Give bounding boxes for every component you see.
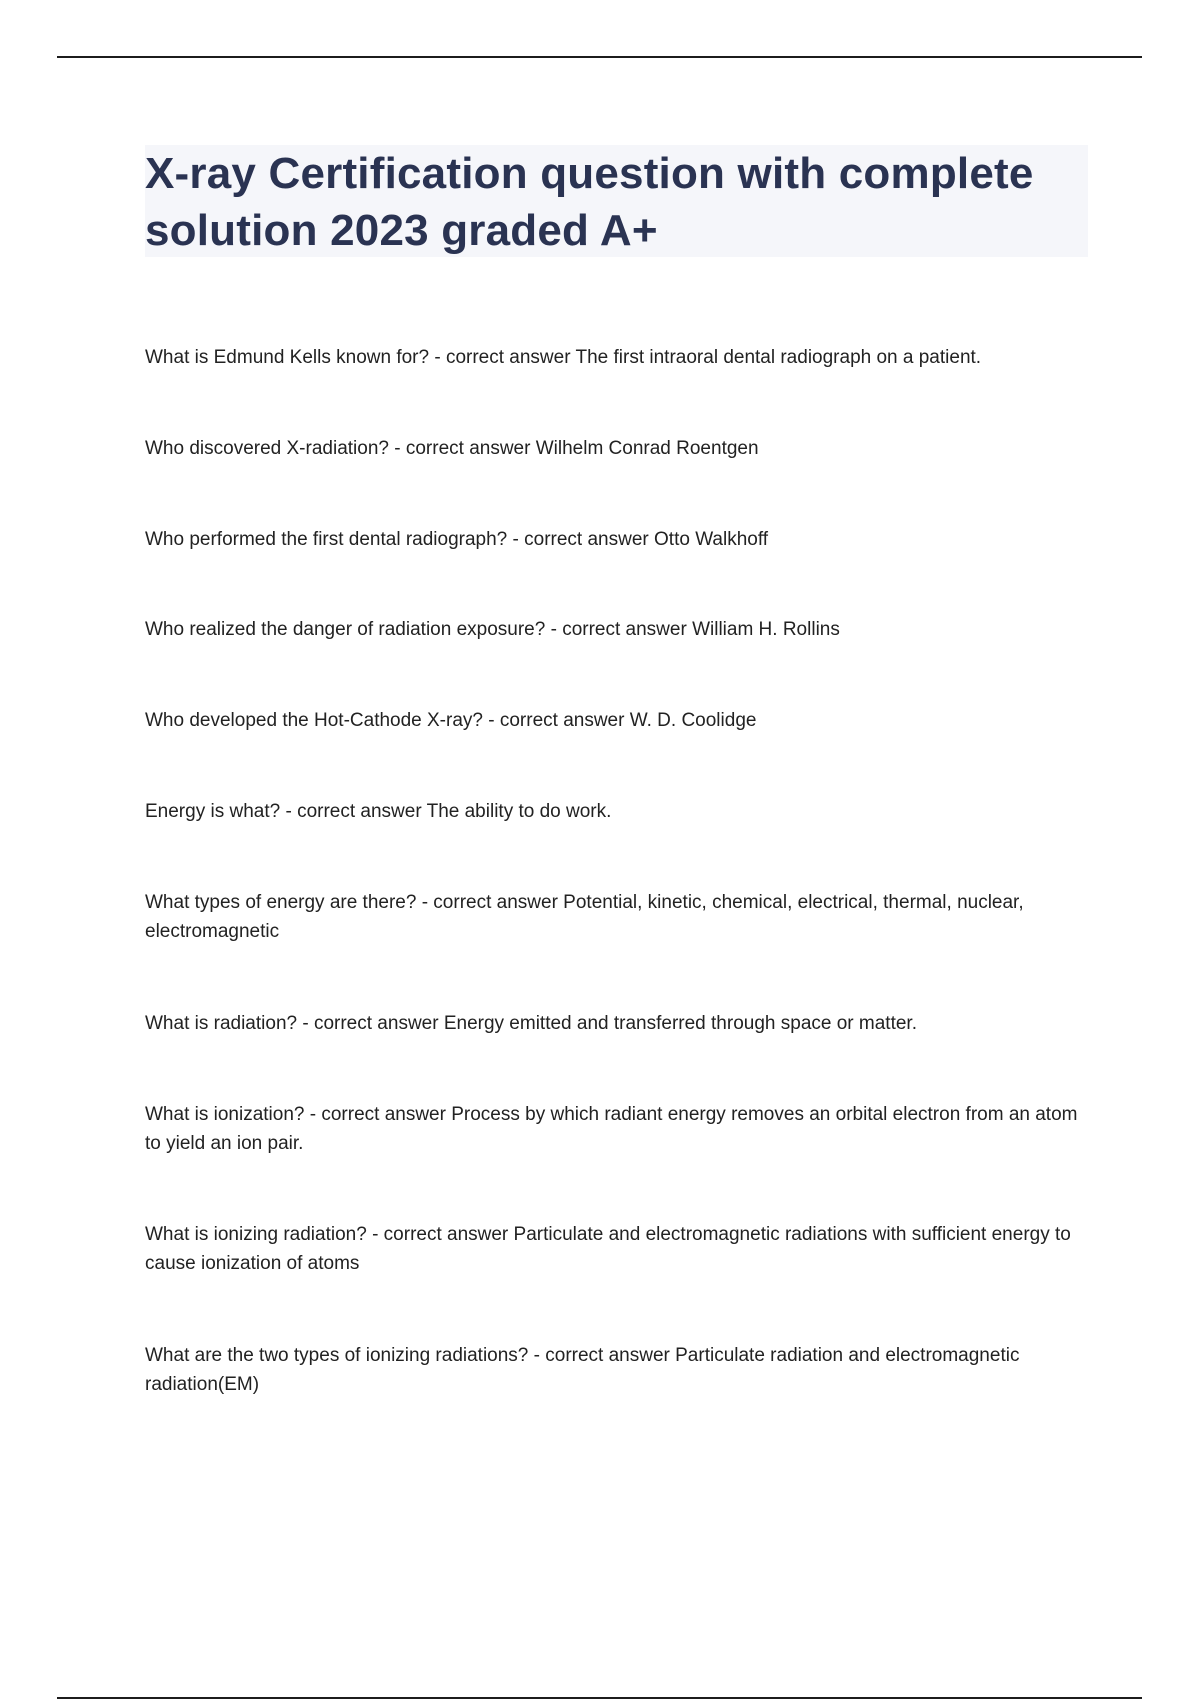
qa-item-7: What types of energy are there? - correct answer Potential, kinetic, chemical, electrical, thermal, nuclear, electromagnetic: [145, 892, 1024, 942]
qa-item-6: Energy is what? - correct answer The ability to do work.: [145, 801, 612, 822]
title-box: [145, 145, 1088, 257]
qa-item-10: What is ionizing radiation? - correct answer Particulate and electromagnetic radiations with sufficient energy to cause ionization of atoms: [145, 1224, 1071, 1274]
qa-item-4: Who realized the danger of radiation exposure? - correct answer William H. Rollins: [145, 619, 840, 640]
qa-item-3: Who performed the first dental radiograph? - correct answer Otto Walkhoff: [145, 529, 769, 550]
qa-item-2: Who discovered X-radiation? - correct answer Wilhelm Conrad Roentgen: [145, 438, 759, 459]
bottom-rule: [57, 1697, 1142, 1699]
qa-item-11: What are the two types of ionizing radiations? - correct answer Particulate radiation and electromagnetic radiation(EM): [145, 1345, 1020, 1395]
top-rule: [57, 56, 1142, 58]
qa-item-8: What is radiation? - correct answer Energy emitted and transferred through space or matter.: [145, 1013, 917, 1034]
qa-item-5: Who developed the Hot-Cathode X-ray? - correct answer W. D. Coolidge: [145, 710, 757, 731]
qa-item-9: What is ionization? - correct answer Process by which radiant energy removes an orbital electron from an atom to yield an ion pair.: [145, 1104, 1078, 1154]
qa-item-1: What is Edmund Kells known for? - correct answer The first intraoral dental radiograph on a patient.: [145, 347, 982, 368]
page-title: X-ray Certification question with complete solution 2023 graded A+: [145, 149, 1034, 255]
